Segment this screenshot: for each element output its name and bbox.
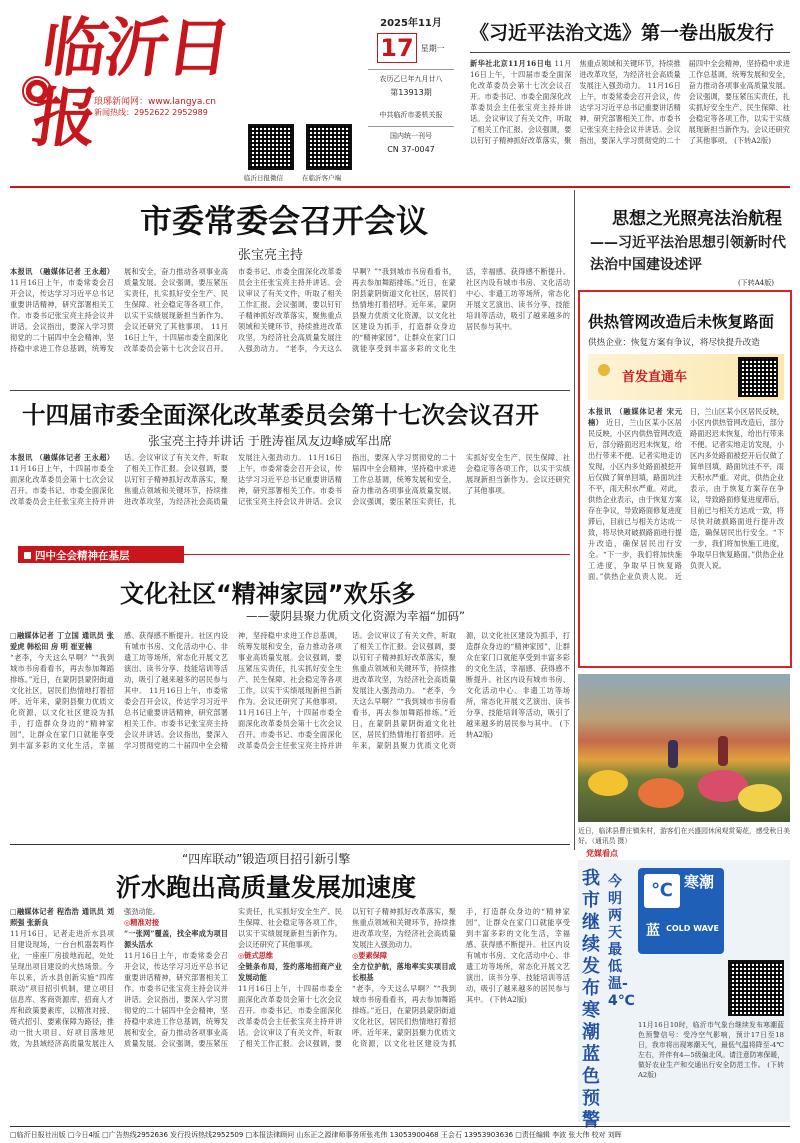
weather-headline: 今明两天最低温-4℃ bbox=[608, 874, 635, 1009]
top-story-byline: 新华社北京11月16日电 bbox=[470, 59, 552, 68]
section-tag bbox=[18, 546, 184, 563]
story1-body bbox=[10, 266, 570, 384]
story4-subhead1: ◎精准对接 bbox=[124, 918, 160, 927]
visitor-figure bbox=[668, 740, 678, 768]
story3-body bbox=[10, 630, 570, 838]
story3-subtitle: ——蒙阴县聚力优质文化资源为幸福“加码” bbox=[246, 609, 465, 623]
flower-cluster bbox=[738, 784, 782, 812]
story4-title[interactable]: 沂水跑出高质量发展加速度 bbox=[116, 873, 417, 902]
weather-end: (下转A2版) bbox=[638, 1061, 784, 1079]
sidebar-feature-end: (下转A4版) bbox=[738, 279, 774, 287]
story3-title[interactable]: 文化社区“精神家园”欢乐多 bbox=[120, 580, 416, 608]
news-hotline: 新闻热线：2952622 2952989 bbox=[94, 108, 208, 117]
date-block bbox=[368, 14, 454, 164]
story2-subtitle: 张宝亮主持并讲话 于胜涛崔凤友边峰威军出席 bbox=[148, 434, 392, 448]
sidebar-box-text: 近日，兰山区某小区居民反映，小区内供热管网改造后，部分路面迟迟未恢复，给出行带来不便。记者实地走访发现，小区内多处路面被挖开后仅做了简单回填，路面坑洼不平，雨天积水严重。对此，供热企业表示，由于恢复方案存在争议，导致路面修复进度滞后，目前已与相关方达成一致，将尽快对破损路面进行提升改造，确保居民出行安全。“下一步，我们将加快施工进度，争取早日恢复路面。”供热企业负责人说。 bbox=[588, 418, 682, 581]
cn-label: 国内统一刊号 bbox=[368, 126, 454, 141]
weather-panel bbox=[578, 860, 790, 1131]
story3-text-2: 11月16日上午，市委常委会召开会议，传达学习习近平总书记重要讲话精神，研究部署相关工作。市委书记张宝亮主持会议并讲话。会议指出，要深入学习贯彻党的二十届四中全会精神，坚持稳中求进工作总基调，统筹发展和安全，奋力推动各项事业高质量发展。会议强调，要压紧压实责任，扎实抓好安全生产、民生保障、社会稳定等各项工作，以实干实绩展现新担当新作为。会议还研究了其他事项。 bbox=[124, 631, 342, 750]
qr-code-wechat[interactable] bbox=[248, 124, 294, 170]
newspaper-name: 临沂日报 bbox=[27, 11, 235, 156]
section-square-icon bbox=[24, 552, 31, 559]
sidebar-box-lead: 本报讯 （融媒体记者 宋元楠） bbox=[588, 407, 682, 427]
story3-text-3: 11月16日上午，十四届市委全面深化改革委员会第十七次会议召开。市委书记、市委全面深化改革委员会主任张宝亮主持并讲话。会议审议了有关文件，听取了相关工作汇报。会议强调，要以钉钉子精神抓好改革落实，聚焦重点领域和关键环节，持续推进改革攻坚，为经济社会高质量发展注入强劲动力。 bbox=[238, 631, 456, 750]
story4-text: 11月16日，记者走进沂水县项目建设现场，一台台机器轰鸣作业，一座座厂房拔地而起，处处呈现出项目建设的火热场景。今年以来，沂水县创新实施“四库联动”项目招引机制，建立项目信息库、客商资源库、招商人才库和政策要素库，以精准对接、链式招引、要素保障为路径，推动一批大项目、好项目落地见效，为县域经济高质量发展注入强劲动能。 bbox=[10, 907, 160, 1048]
story3-end: (下转A2版) bbox=[466, 719, 570, 739]
page-footer: □临沂日报社出版 □今日4版 □广告热线2952636 发行投诉热线2952509 □本报法律顾问 山东正之源律师事务所张兆伟 13053900468 王会石 13953903636 □责任编辑 李波 张大伟 校对 刘晖 bbox=[10, 1126, 790, 1140]
sidebar-box-text-2: 近日，兰山区某小区居民反映，小区内供热管网改造后，部分路面迟迟未恢复，给出行带来不便。记者实地走访发现，小区内多处路面被挖开后仅做了简单回填，路面坑洼不平，雨天积水严重。对此，供热企业表示，由于恢复方案存在争议，导致路面修复进度滞后，目前已与相关方达成一致，将尽快对破损路面进行提升改造，确保居民出行安全。“下一步，我们将加快施工进度，争取早日恢复路面。”供热企业负责人说。 bbox=[674, 407, 784, 581]
qr-caption-wechat: 临沂日报微信 bbox=[244, 174, 283, 182]
flower-cluster bbox=[638, 778, 684, 808]
story2-body bbox=[10, 452, 570, 538]
masthead-logo bbox=[14, 8, 235, 156]
story4-byline: □融媒体记者 程浩浩 通讯员 刘照强 张新良 bbox=[10, 907, 114, 927]
sign-en: COLD WAVE bbox=[666, 924, 719, 933]
top-story-text: 11月16日上午，十四届市委全面深化改革委员会第十七次会议召开。市委书记、市委全面深化改革委员会主任张宝亮主持并讲话。会议审议了有关文件，听取了相关工作汇报。会议强调，要以钉钉子精神抓好改革落实，聚焦重点领域和关键环节，持续推进改革攻坚，为经济社会高质量发展注入强劲动力。 bbox=[470, 59, 681, 145]
cold-wave-sign bbox=[638, 868, 724, 954]
story4-subhead3: ◎要素保障 bbox=[352, 951, 388, 960]
qr-caption-app: 在临沂客户端 bbox=[302, 174, 341, 182]
lunar-date: 农历乙巳年九月廿八 bbox=[368, 69, 454, 84]
section-tag-label: 四中全会精神在基层 bbox=[35, 550, 130, 562]
sidebar-box-tag: 首发直通车 bbox=[622, 370, 688, 385]
story1-rule bbox=[10, 390, 570, 391]
story2-title[interactable]: 十四届市委全面深化改革委员会第十七次会议召开 bbox=[22, 401, 539, 429]
sponsor: 中共临沂市委机关报 bbox=[379, 111, 443, 119]
story4-kicker: “四库联动”锻造项目招引新引擎 bbox=[182, 852, 351, 866]
site-url[interactable]: 琅琊新闻网：www.langya.cn bbox=[94, 97, 216, 107]
story2-text: 11月16日上午，十四届市委全面深化改革委员会第十七次会议召开。市委书记、市委全面深化改革委员会主任张宝亮主持并讲话。会议审议了有关文件，听取了相关工作汇报。会议强调，要以钉钉子精神抓好改革落实，聚焦重点领域和关键环节，持续推进改革攻坚，为经济社会高质量发展注入强劲动力。 bbox=[10, 453, 306, 506]
top-story-end: (下转A2版) bbox=[734, 136, 772, 145]
cn-number: CN 37-0047 bbox=[387, 145, 435, 154]
story1-subtitle: 张宝亮主持 bbox=[238, 248, 304, 263]
flower-cluster bbox=[588, 770, 628, 796]
story4-subhead2b: 全链条布局，签约落地招商产业发展动能 bbox=[238, 962, 342, 982]
top-story-body bbox=[470, 58, 790, 182]
sign-blue: 蓝 bbox=[646, 923, 660, 939]
top-story-title[interactable]: 《习近平法治文选》第一卷出版发行 bbox=[470, 22, 775, 44]
sidebar-box-subtitle: 供热企业：恢复方案有争议，将尽快提升改造 bbox=[588, 338, 760, 348]
sidebar-box-banner bbox=[588, 354, 784, 400]
story4-subhead3b: 全方位护航，落地率实实项目成长根基 bbox=[352, 962, 456, 982]
qr-code-app[interactable] bbox=[306, 124, 352, 170]
sidebar-feature-title[interactable]: 思想之光照亮法治航程 bbox=[612, 209, 782, 229]
date-year-month: 2025年11月 bbox=[380, 18, 442, 29]
story4-text-3: 11月16日上午，十四届市委全面深化改革委员会第十七次会议召开。市委书记、市委全面深化改革委员会主任张宝亮主持并讲话。会议审议了有关文件，听取了相关工作汇报。会议强调，要以钉钉子精神抓好改革落实，聚焦重点领域和关键环节，持续推进改革攻坚，为经济社会高质量发展注入强劲动力。 bbox=[238, 907, 456, 1048]
weather-body bbox=[638, 1020, 784, 1118]
story3-text: “老李，今天这么早啊？”“我到城市书房看看书，再去参加舞蹈排练。”近日，在蒙阴县蒙阴街道文化社区，居民们热情地打着招呼。近年来，蒙阴县聚力优质文化资源，以文化社区建设为抓手，打造群众身边的“精神家园”，让群众在家门口就能享受到丰富多彩的文化生活，幸福感、获得感不断提升。社区内设有城市书房、文化活动中心、非遗工坊等场所，常态化开展文艺演出、读书分享、技能培训等活动，吸引了越来越多的居民参与其中。 bbox=[10, 631, 228, 750]
story3-byline: □融媒体记者 丁立国 通讯员 张爱虎 韩松田 房 明 崔亚楠 bbox=[10, 631, 114, 651]
weather-kicker: 党媒看点 bbox=[586, 849, 618, 858]
story1-text-2: 11月16日上午，十四届市委全面深化改革委员会第十七次会议召开。市委书记、市委全面深化改革委员会主任张宝亮主持并讲话。会议审议了有关文件，听取了相关工作汇报。会议强调，要以钉钉子精神抓好改革落实，聚焦重点领域和关键环节，持续推进改革攻坚，为经济社会高质量发展注入强劲动力。 bbox=[124, 267, 342, 353]
story4-body bbox=[10, 906, 570, 1120]
weather-text: 11月16日10时，临沂市气象台继续发布寒潮蓝色预警信号：受冷空气影响，预计17日至18日，我市将出现寒潮天气，最低气温将降至-4℃左右，并伴有4—5级偏北风。请注意防寒保暖，做好农业生产和交通出行安全防范工作。 bbox=[638, 1021, 784, 1069]
sidebar-divider bbox=[574, 190, 575, 850]
top-story-rule bbox=[470, 52, 790, 53]
story2-lead: 本报讯 （融媒体记者 王永超） bbox=[10, 453, 114, 462]
story2-text-2: 11月16日上午，市委常委会召开会议，传达学习习近平总书记重要讲话精神，研究部署相关工作。市委书记张宝亮主持会议并讲话。会议指出，要深入学习贯彻党的二十届四中全会精神，坚持稳中求进工作总基调，统筹发展和安全，奋力推动各项事业高质量发展。会议强调，要压紧压实责任，扎实抓好安全生产、民生保障、社会稳定等各项工作，以实干实绩展现新担当新作为。会议还研究了其他事项。 bbox=[238, 453, 570, 506]
issue-number: 第13913期 bbox=[390, 88, 432, 97]
photo-caption: 近日，临沭县曹庄镇朱村，游客们在兴盛园休闲观赏菊花，感受秋日美好。（通讯员 摄） bbox=[578, 827, 790, 845]
date-day: 17 bbox=[377, 33, 416, 63]
sign-cn: 寒潮 bbox=[684, 873, 715, 891]
story3-text-4: “老李，今天这么早啊？”“我到城市书房看看书，再去参加舞蹈排练。”近日，在蒙阴县蒙阴街道文化社区，居民们热情地打着招呼。近年来，蒙阴县聚力优质文化资源，以文化社区建设为抓手，打造群众身边的“精神家园”，让群众在家门口就能享受到丰富多彩的文化生活，幸福感、获得感不断提升。社区内设有城市书房、文化活动中心、非遗工坊等场所，常态化开展文艺演出、读书分享、技能培训等活动，吸引了越来越多的居民参与其中。 bbox=[352, 631, 570, 750]
story3-rule bbox=[10, 844, 570, 845]
story1-title[interactable]: 市委常委会召开会议 bbox=[140, 202, 429, 240]
story4-subhead2: ◎链式思维 bbox=[238, 951, 274, 960]
story1-lead: 本报讯 （融媒体记者 王永超） bbox=[10, 267, 114, 276]
sidebar-feature-subtitle: ——习近平法治思想引领新时代法治中国建设述评 bbox=[590, 235, 786, 273]
story1-text: 11月16日上午，市委常委会召开会议，传达学习习近平总书记重要讲话精神，研究部署相关工作。市委书记张宝亮主持会议并讲话。会议指出，要深入学习贯彻党的二十届四中全会精神，坚持稳中求进工作总基调，统筹发展和安全，奋力推动各项事业高质量发展。会议强调，要压紧压实责任，扎实抓好安全生产、民生保障、社会稳定等各项工作，以实干实绩展现新担当新作为。会议还研究了其他事项。 bbox=[10, 267, 228, 353]
sidebar-box bbox=[578, 290, 792, 668]
story4-end: (下转A2版) bbox=[489, 995, 527, 1004]
story1-text-3: “老李，今天这么早啊？”“我到城市书房看看书，再去参加舞蹈排练。”近日，在蒙阴县蒙阴街道文化社区，居民们热情地打着招呼。近年来，蒙阴县聚力优质文化资源，以文化社区建设为抓手，打造群众身边的“精神家园”，让群众在家门口就能享受到丰富多彩的文化生活，幸福感、获得感不断提升。社区内设有城市书房、文化活动中心、非遗工坊等场所，常态化开展文艺演出、读书分享、技能培训等活动，吸引了越来越多的居民参与其中。 bbox=[285, 267, 570, 353]
thermometer-icon: ℃ bbox=[644, 874, 680, 908]
sidebar-box-body bbox=[588, 406, 784, 662]
chrysanthemum-photo bbox=[578, 674, 790, 822]
weather-title[interactable]: 我市继续发布寒潮蓝色预警 bbox=[582, 868, 600, 1131]
masthead-rule bbox=[10, 186, 790, 188]
sidebar-qr-code[interactable] bbox=[738, 357, 778, 397]
section-rule bbox=[184, 554, 570, 555]
story4-text-4: “老李，今天这么早啊？”“我到城市书房看看书，再去参加舞蹈排练。”近日，在蒙阴县蒙阴街道文化社区，居民们热情地打着招呼。近年来，蒙阴县聚力优质文化资源，以文化社区建设为抓手，打造群众身边的“精神家园”，让群众在家门口就能享受到丰富多彩的文化生活，幸福感、获得感不断提升。社区内设有城市书房、文化活动中心、非遗工坊等场所，常态化开展文艺演出、读书分享、技能培训等活动，吸引了越来越多的居民参与其中。 bbox=[352, 907, 570, 1048]
badge-icon bbox=[598, 364, 610, 376]
story4-subhead1b: “一张网”覆盖，找全率成为项目源头活水 bbox=[124, 929, 228, 949]
weather-qr-code[interactable] bbox=[728, 960, 784, 1016]
story4-text-2: 11月16日上午，市委常委会召开会议，传达学习习近平总书记重要讲话精神，研究部署相关工作。市委书记张宝亮主持会议并讲话。会议指出，要深入学习贯彻党的二十届四中全会精神，坚持稳中求进工作总基调，统筹发展和安全，奋力推动各项事业高质量发展。会议强调，要压紧压实责任，扎实抓好安全生产、民生保障、社会稳定等各项工作，以实干实绩展现新担当新作为。会议还研究了其他事项。 bbox=[124, 907, 342, 1048]
visitor-figure bbox=[718, 736, 728, 766]
sidebar-box-title[interactable]: 供热管网改造后未恢复路面 bbox=[588, 313, 775, 331]
top-story-text-2: 11月16日上午，市委常委会召开会议，传达学习习近平总书记重要讲话精神，研究部署相关工作。市委书记张宝亮主持会议并讲话。会议指出，要深入学习贯彻党的二十届四中全会精神，坚持稳中求进工作总基调，统筹发展和安全，奋力推动各项事业高质量发展。会议强调，要压紧压实责任，扎实抓好安全生产、民生保障、社会稳定等各项工作，以实干实绩展现新担当新作为。会议还研究了其他事项。 bbox=[579, 59, 790, 145]
weekday: 星期一 bbox=[420, 43, 445, 53]
